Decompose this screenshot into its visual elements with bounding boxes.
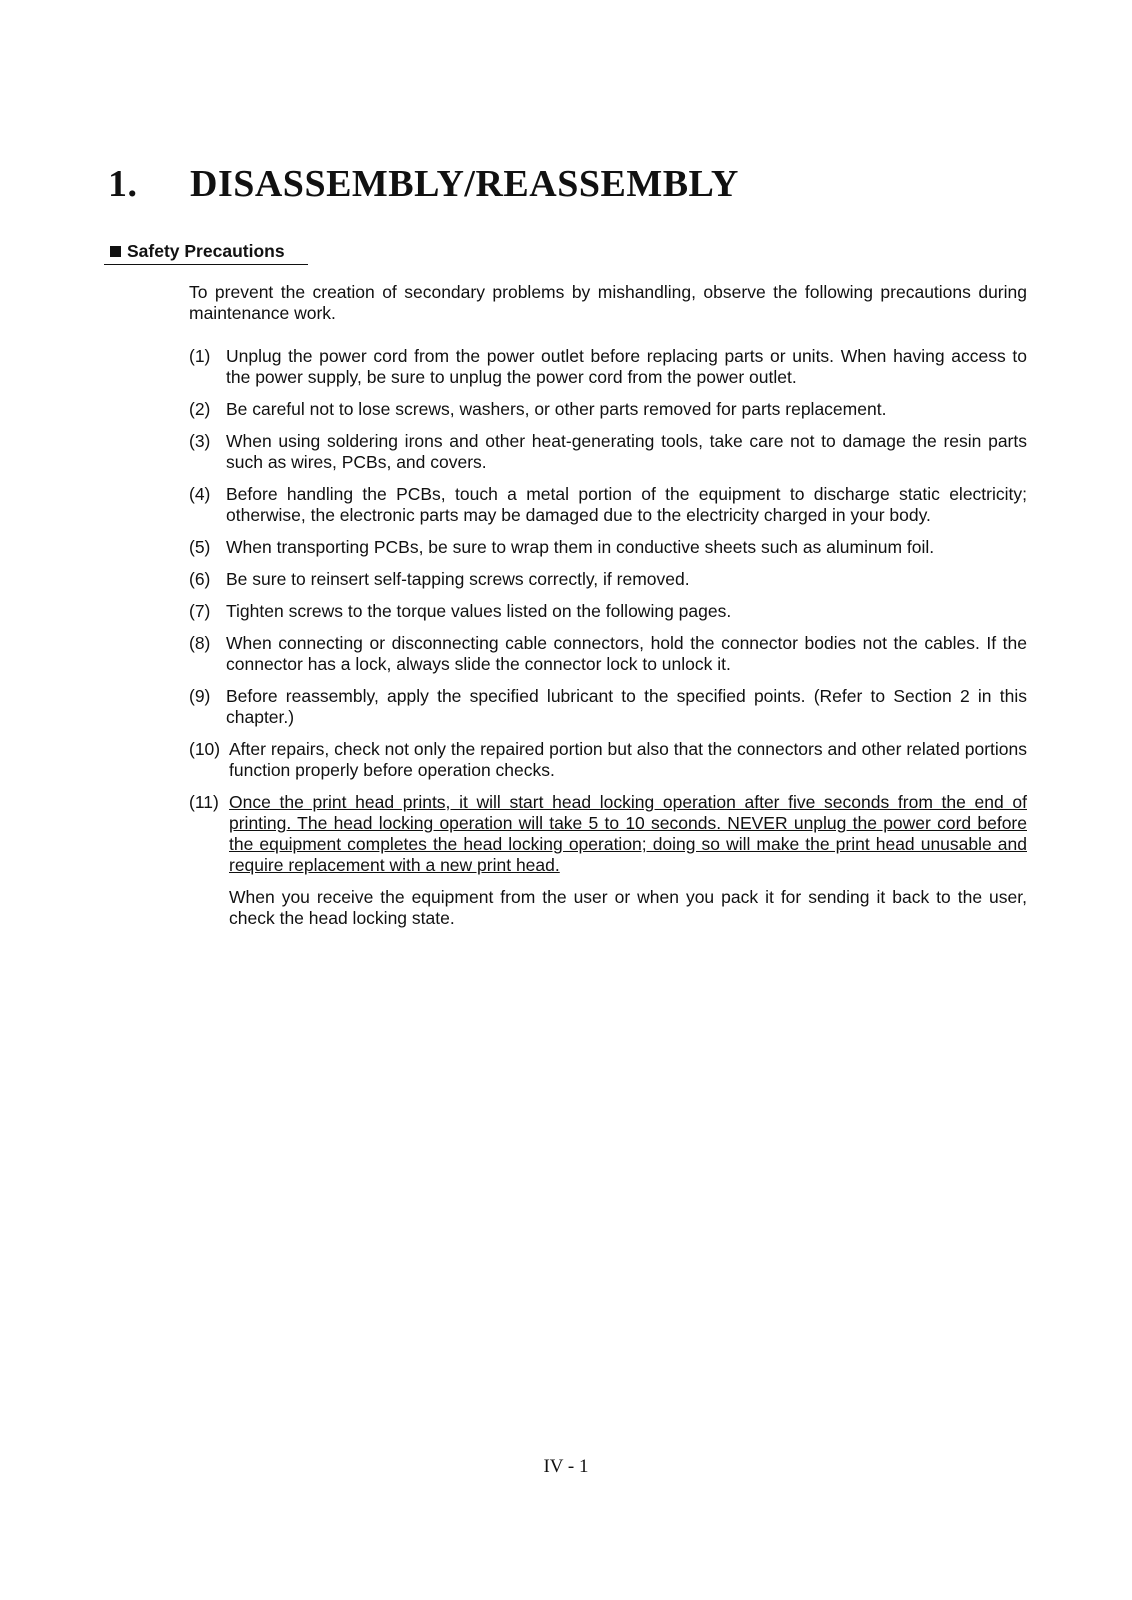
item-number: (10) [189, 739, 221, 759]
item-number: (2) [189, 399, 211, 419]
precautions-list [189, 346, 1027, 876]
list-item [189, 601, 1027, 622]
item-text-underlined: Once the print head prints, it will start head locking operation after five seconds from the end of printing. The head locking operation will take 5 to 10 seconds. NEVER unplug the power cord before the equipment completes the head locking operation; doing so will make the print head unusable and require replacement with a new print head. [229, 792, 1027, 875]
item-number: (8) [189, 633, 211, 653]
list-item [189, 792, 1027, 876]
item-text: Before handling the PCBs, touch a metal portion of the equipment to discharge static electricity; otherwise, the electronic parts may be damaged due to the electricity charged in your body. [226, 484, 1027, 525]
item-number: (5) [189, 537, 211, 557]
square-bullet-icon [110, 246, 121, 257]
item-number: (9) [189, 686, 211, 706]
chapter-title-text: DISASSEMBLY/REASSEMBLY [190, 163, 739, 205]
item-number: (1) [189, 346, 211, 366]
item-number: (11) [189, 792, 219, 812]
list-item [189, 346, 1027, 388]
item-text: Be careful not to lose screws, washers, or other parts removed for parts replacement. [226, 399, 887, 419]
list-item [189, 537, 1027, 558]
item-text: After repairs, check not only the repaired portion but also that the connectors and other related portions function properly before operation checks. [229, 739, 1027, 780]
item-text: When connecting or disconnecting cable connectors, hold the connector bodies not the cables. If the connector has a lock, always slide the connector lock to unlock it. [226, 633, 1027, 674]
item-text: When using soldering irons and other heat-generating tools, take care not to damage the resin parts such as wires, PCBs, and covers. [226, 431, 1027, 472]
intro-paragraph: To prevent the creation of secondary problems by mishandling, observe the following precautions during maintenance work. [189, 282, 1027, 323]
section-title: Safety Precautions [127, 241, 285, 261]
section-heading [104, 240, 308, 265]
list-item [189, 633, 1027, 675]
item-text: Be sure to reinsert self-tapping screws correctly, if removed. [226, 569, 690, 589]
item-text: Unplug the power cord from the power outlet before replacing parts or units. When having access to the power supply, be sure to unplug the power cord from the power outlet. [226, 346, 1027, 387]
list-item [189, 484, 1027, 526]
item-text: Tighten screws to the torque values listed on the following pages. [226, 601, 732, 621]
item-number: (3) [189, 431, 211, 451]
list-item [189, 399, 1027, 420]
chapter-number: 1. [108, 163, 138, 205]
body-text [189, 282, 1027, 929]
chapter-title [108, 162, 739, 206]
item-text: When transporting PCBs, be sure to wrap them in conductive sheets such as aluminum foil. [226, 537, 935, 557]
item-number: (7) [189, 601, 211, 621]
page-number: IV - 1 [543, 1456, 589, 1477]
item-number: (6) [189, 569, 211, 589]
list-item [189, 686, 1027, 728]
list-item [189, 431, 1027, 473]
list-item [189, 569, 1027, 590]
list-item [189, 739, 1027, 781]
item-number: (4) [189, 484, 211, 504]
item-text: Before reassembly, apply the specified lubricant to the specified points. (Refer to Section 2 in this chapter.) [226, 686, 1027, 727]
note-paragraph: When you receive the equipment from the user or when you pack it for sending it back to the user, check the head locking state. [229, 887, 1027, 928]
